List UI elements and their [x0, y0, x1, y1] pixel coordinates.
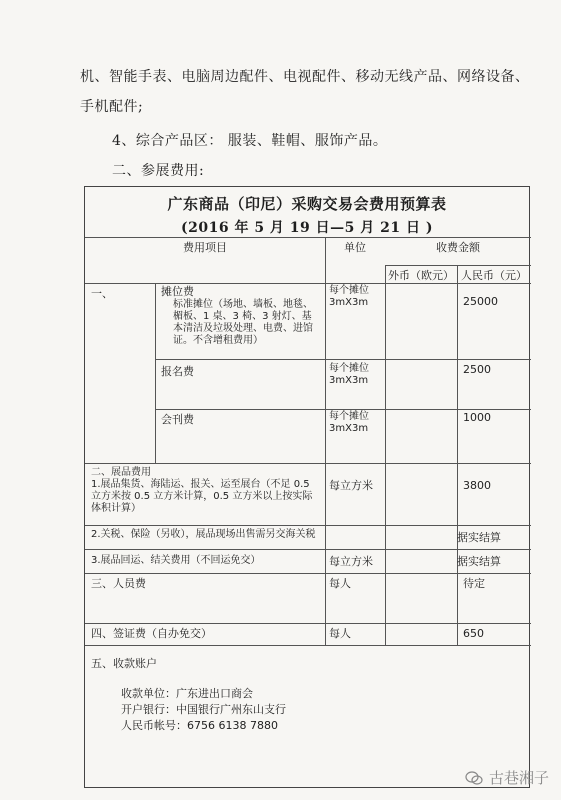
account-number: 人民币帐号：6756 6138 7880 — [121, 719, 278, 732]
row-item-catalogue-fee: 会刊费 — [161, 413, 194, 426]
row-rmb: 25000 — [463, 295, 498, 308]
row-unit: 每个摊位 3mX3m — [329, 411, 369, 434]
row-number: 一、 — [91, 287, 113, 300]
row-rmb: 650 — [463, 627, 484, 640]
row-item-visa: 四、签证费（自办免交） — [91, 627, 212, 640]
account-bank: 开户银行：中国银行广州东山支行 — [121, 703, 286, 716]
header-amount: 收费金额 — [436, 241, 480, 254]
intro-paragraph: 机、智能手表、电脑周边配件、电视配件、移动无线产品、网络设备、手机配件; — [80, 69, 530, 115]
watermark — [465, 767, 549, 788]
row-rmb: 3800 — [463, 479, 491, 492]
header-item: 费用项目 — [183, 241, 227, 254]
row-item-personnel: 三、人员费 — [91, 577, 146, 590]
row-item-registration-fee: 报名费 — [161, 365, 194, 378]
row-rmb: 据实结算 — [457, 555, 501, 568]
row-item-return-shipping: 3.展品回运、结关费用（不回运免交） — [91, 555, 261, 566]
table-title: 广东商品（印尼）采购交易会费用预算表 — [167, 195, 447, 213]
row-unit: 每人 — [329, 577, 351, 590]
section-heading-fees: 二、参展费用: — [112, 163, 205, 179]
header-rmb: 人民币（元） — [461, 269, 527, 282]
row-unit: 每个摊位 3mX3m — [329, 363, 369, 386]
watermark-text: 古巷湘子 — [488, 769, 549, 787]
header-foreign-currency: 外币（欧元） — [388, 269, 454, 282]
chat-bubbles-icon — [465, 771, 483, 785]
row-item-exhibit-shipping: 二、展品费用 1.展品集货、海陆运、报关、运至展台（不足 0.5 立方米按 0.5 立方米计算，0.5 立方米以上按实际体积计算） — [91, 467, 313, 514]
row-unit: 每立方米 — [329, 479, 373, 492]
row-item-tax-insurance: 2.关税、保险（另收），展品现场出售需另交海关税 — [91, 529, 316, 540]
header-unit: 单位 — [344, 241, 366, 254]
row-item-booth-desc: 标准摊位（场地、墙板、地毯、楣板、1 桌、3 椅、3 射灯、基本清洁及垃圾处理、电费、进馆证。不含增租费用） — [173, 299, 313, 346]
row-unit: 每人 — [329, 627, 351, 640]
row-rmb: 2500 — [463, 363, 491, 376]
row-unit: 每个摊位 3mX3m — [329, 285, 369, 308]
table-dates: (2016 年 5 月 19 日—5 月 21 日 ) — [180, 220, 434, 236]
fee-budget-table — [84, 186, 530, 788]
row-rmb: 据实结算 — [457, 531, 501, 544]
row-rmb: 1000 — [463, 411, 491, 424]
row-unit: 每立方米 — [329, 555, 373, 568]
row-item-booth-fee: 摊位费 — [161, 285, 194, 298]
account-heading: 五、收款账户 — [91, 657, 157, 670]
intro-item-4: 4、综合产品区： 服装、鞋帽、服饰产品。 — [112, 133, 388, 149]
account-payee: 收款单位：广东进出口商会 — [121, 687, 253, 700]
row-rmb: 待定 — [463, 577, 485, 590]
